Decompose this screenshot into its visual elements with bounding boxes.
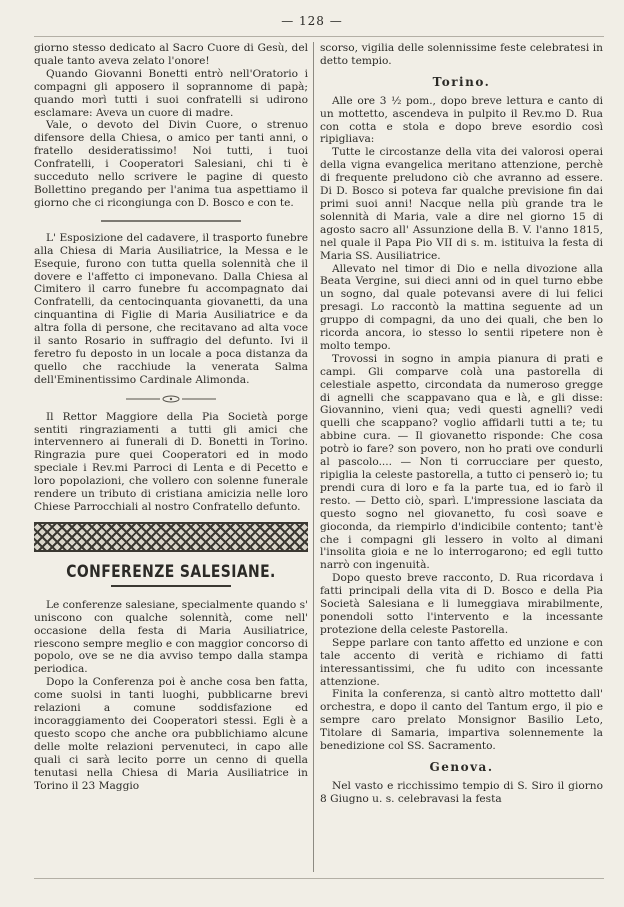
paragraph: giorno stesso dedicato al Sacro Cuore di Gesù, del quale tanto aveva zelato l'onore! — [34, 42, 308, 67]
paragraph: Trovossi in sogno in ampia pianura di prati e campi. Gli comparve colà una pastorella di celestiale aspetto, circondata da numeroso gregge di agnelli che scappavano qua e là, e gli disse: Giovannino, vieni qua; vedi questi agnelli? vedi quelli che scappano? voglio affidarli tutti a te; tu abbine cura. — Il giovanetto risponde: Che cosa potrò io fare? son povero, non ho prati ove condurli al pascolo.... — Non ti corrucciare per questo, ripiglia la celeste pastorella, a tutto ci penserò io; tu prendi cura di loro e fa la parte tua, ed io farò il resto. — Detto ciò, sparì. L'impressione lasciata da questo sogno nel giovanetto, fu così soave e gioconda, da riempirlo d'indicibile contento; tant'è che i compagni gli lessero in volto al dimani l'insolita gioia e ne lo interrogarono; ed egli tutto narrò con ingenuità. — [320, 352, 603, 572]
paragraph: scorso, vigilia delle solennissime feste celebratesi in detto tempio. — [320, 42, 603, 67]
city-heading-torino: Torino. — [432, 74, 491, 89]
paragraph: Alle ore 3 ½ pom., dopo breve lettura e canto di un mottetto, ascendeva in pulpito il Rev.mo D. Rua con cotta e stola e dopo breve esordio così ripigliava: — [320, 94, 603, 146]
paragraph: Seppe parlare con tanto affetto ed unzione e con tale accento di verità e richiamo di fatti interessantissimi, che fu udito con incessante attenzione. — [320, 636, 603, 688]
paragraph: Vale, o devoto del Divin Cuore, o strenuo difensore della Chiesa, o amico per tanti anni, o fratello desideratissimo! Noi tutti, i tuoi Confratelli, i Cooperatori Salesiani, chi ti è succeduto nello scrivere le pagine di questo Bollettino pregando per l'anima tua aspettiamo il giorno che ci ricongiunga con D. Bosco e con te. — [34, 119, 308, 209]
paragraph: Dopo la Conferenza poi è anche cosa ben fatta, come suolsi in tanti luoghi, pubblicarne brevi relazioni a comune soddisfazione ed incoraggiamento dei Cooperatori stessi. Egli è a questo scopo che anche ora pubblichiamo alcune delle molte relazioni pervenuteci, in capo alle quali ci sarà lecito porre un cenno di quella tenutasi nella Chiesa di Maria Ausiliatrice in Torino il 23 Maggio — [34, 676, 308, 792]
paragraph: Quando Giovanni Bonetti entrò nell'Oratorio i compagni gli apposero il soprannome di papà; quando morì tutti i suoi confratelli si udirono esclamare: Aveva un cuore di madre. — [34, 67, 308, 119]
paragraph: Nel vasto e ricchissimo tempio di S. Siro il giorno 8 Giugno u. s. celebravasi la festa — [320, 779, 603, 805]
paragraph: Allevato nel timor di Dio e nella divozione alla Beata Vergine, sui dieci anni od in quel turno ebbe un sogno, dal quale potevansi avere di lui felici presagi. Lo raccontò la mattina seguente ad un gruppo di compagni, da uno dei quali, che ben lo ricorda ancora, io stesso lo sentii ripetere non è molto tempo. — [320, 262, 603, 352]
rule-ornament — [101, 218, 241, 224]
page-number: — 128 — — [281, 14, 343, 28]
right-column — [320, 42, 603, 806]
city-heading-genova: Genova. — [429, 759, 494, 774]
paragraph: Finita la conferenza, si cantò altro mottetto dall' orchestra, e dopo il canto del Tantum ergo, il pio e sempre caro prelato Monsignor Basilio Leto, Titolare di Samaria, impartiva solennemente la benedizione col SS. Sacramento. — [320, 688, 603, 753]
paragraph: Le conferenze salesiane, specialmente quando s' uniscono con qualche solennità, come nell' occasione della festa di Maria Ausiliatrice, riescono sempre meglio e con maggior concorso di popolo, ove se ne dia avviso tempo dalla stampa periodica. — [34, 598, 309, 676]
column-divider — [313, 42, 314, 872]
separator-ornament — [34, 395, 308, 403]
paragraph: Il Rettor Maggiore della Pia Società porge sentiti ringraziamenti a tutti gli amici che intervennero ai funerali di D. Bonetti in Torino. Ringrazia pure quei Cooperatori ed in modo speciale i Rev.mi Parroci di Lenta e di Pecetto e loro popolazioni, che vollero con solenne funerale rendere un tributo di cristiana amicizia nelle loro Chiese Parrocchiali al nostro Confratello defunto. — [34, 410, 308, 513]
bottom-rule — [34, 878, 604, 879]
flourish-icon — [126, 395, 216, 403]
title-underline — [111, 585, 231, 587]
paragraph: Dopo questo breve racconto, D. Rua ricordava i fatti principali della vita di D. Bosco e della Pia Società Salesiana e li lumeggiava mirabilmente, ponendoli sotto l'intervento e la incessante protezione della celeste Pastorella. — [320, 572, 603, 636]
paragraph: L' Esposizione del cadavere, il trasporto funebre alla Chiesa di Maria Ausiliatrice, la Messa e le Esequie, furono con tutta quella solennità che il dovere e l'affetto ci imponevano. Dalla Chiesa al Cimitero il carro funebre fu accompagnato dai Confratelli, da centocinquanta giovanetti, da una cinquantina di Figlie di Maria Ausiliatrice e da altra folla di persone, che recitavano ad alta voce il santo Rosario in suffragio del defunto. Ivi il feretro fu deposto in un locale a poca distanza da quello che racchiude la venerata Salma dell'Eminentissimo Cardinale Alimonda. — [34, 231, 308, 386]
section-title: CONFERENZE SALESIANE. — [66, 561, 276, 582]
left-column — [34, 42, 308, 792]
ornamental-border — [34, 522, 308, 552]
paragraph: Tutte le circostanze della vita dei valorosi operai della vigna evangelica meritano attenzione, perchè di frequente preludono ciò che avranno ad essere. Di D. Bosco si poteva far qualche previsione fin dai primi suoi anni! Nacque nella più grande tra le solennità di Maria, vale a dire nel giorno 15 di agosto sacro all' Assunzione della B. V. l'anno 1815, nel quale il Papa Pio VII di s. m. istituiva la festa di Maria SS. Ausiliatrice. — [320, 146, 603, 262]
top-rule — [34, 36, 604, 37]
separator-line — [34, 218, 308, 224]
